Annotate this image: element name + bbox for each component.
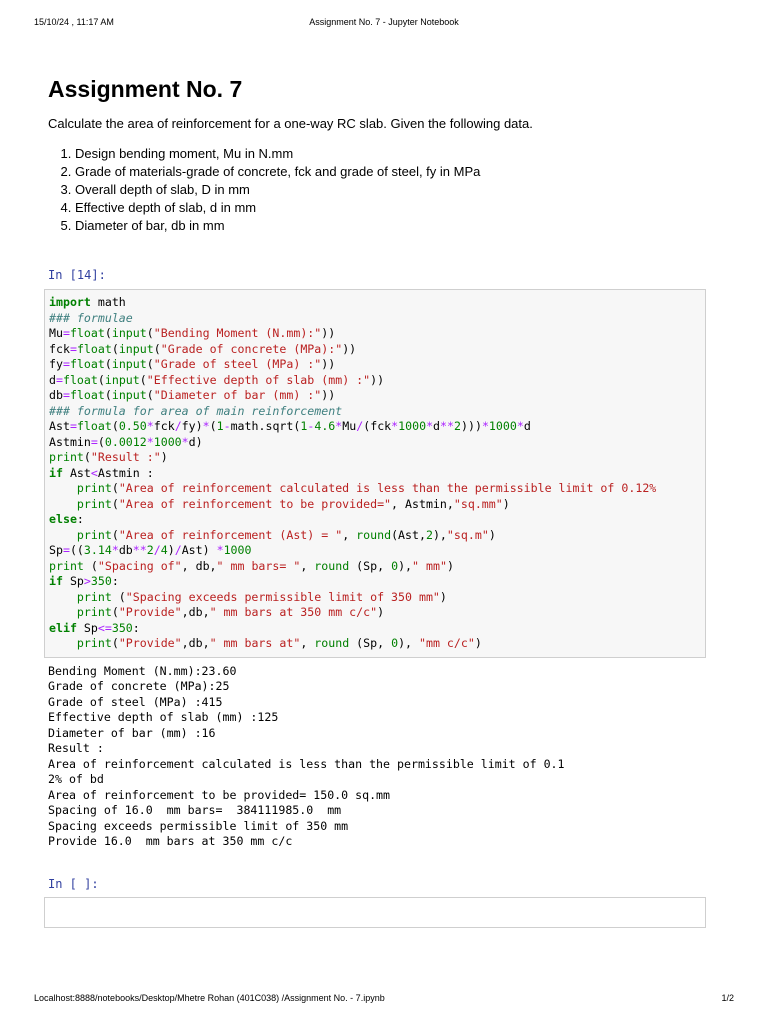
code-token: float [62,372,98,387]
code-token: 2 [454,419,461,433]
code-token: , [342,527,357,542]
code-token: : [76,512,84,526]
code-token: = [62,326,70,340]
code-token: ### formula for area of main reinforcement [49,403,343,418]
code-line [49,466,701,482]
code-token: Sp [62,574,84,588]
code-token: * [391,419,399,433]
code-token: "Area of reinforcement (Ast) = " [118,527,343,542]
code-token: ) [446,558,454,573]
code-token: "sq.m" [446,527,489,542]
requirement-item: 5. Diameter of bar, db in mm [75,217,706,235]
print-datetime: 15/10/24 , 11:17 AM [34,17,114,27]
output-line: Area of reinforcement calculated is less than the permissible limit of 0.1 [48,756,565,771]
code-token: 4 [160,543,168,557]
code-token: ( [104,388,112,402]
code-token: (( [69,543,84,557]
code-token: ( [111,419,119,433]
code-token: fck [153,419,175,433]
code-token: ( [139,372,147,387]
requirement-item: 4. Effective depth of slab, d in mm [75,199,706,217]
code-token: ( [111,527,119,542]
code-token: print [76,496,112,511]
code-token: * [481,419,489,433]
code-line [49,590,701,606]
code-token: float [69,326,105,340]
code-token: ( [83,450,91,464]
code-token: Sp [76,620,98,635]
code-token: / [174,419,182,433]
code-token: * [202,419,210,433]
code-line [49,559,701,575]
code-token: " mm bars at 350 mm c/c" [209,605,378,619]
code-token: * [335,419,343,433]
code-token: ) [474,636,482,650]
code-token: ( [146,388,154,402]
cell-output [48,664,706,850]
output-line: 2% of bd [48,772,104,786]
code-token: )) [342,341,357,356]
code-token: ( [111,341,119,356]
code-token: Ast) [181,543,217,557]
code-token: ** [132,543,147,557]
requirement-item: 1. Design bending moment, Mu in N.mm [75,145,706,163]
output-line: Effective depth of slab (mm) :125 [48,710,279,724]
code-token: db [49,388,63,402]
code-token: * [111,543,119,557]
code-token: float [76,341,112,356]
code-token: ( [111,496,119,511]
code-token: fy [49,357,63,371]
code-token [49,497,77,511]
code-token: Mu [49,326,63,340]
code-token: "Grade of concrete (MPa):" [160,341,343,356]
code-token: "Spacing of" [97,558,182,573]
code-token: math [90,295,126,309]
code-token: * [181,434,189,449]
code-token: , [300,636,315,650]
code-token: print [49,450,84,464]
code-token: d [49,372,56,387]
code-token: ** [440,419,454,433]
code-line [49,295,701,311]
code-token: db [118,543,133,557]
code-token: Astmin : [97,465,154,480]
print-header [34,17,734,31]
empty-code-cell[interactable] [44,897,706,928]
code-token: d [523,419,531,433]
code-token: 1000 [488,419,517,433]
code-token: round [314,636,350,650]
code-token: ) [377,605,385,619]
code-token: "mm c/c" [419,636,475,650]
code-token: )) [321,326,336,340]
code-token: d [433,419,441,433]
assignment-heading: Assignment No. 7 [48,76,243,102]
requirements-list [75,145,706,235]
output-text [48,664,706,850]
code-token: 0 [391,558,399,573]
code-line [49,574,701,590]
code-token: ))) [460,419,482,433]
code-token: ) [167,543,175,557]
code-token: 1000 [153,434,182,449]
code-token: )) [370,372,385,387]
code-line [49,357,701,373]
code-token: "sq.mm" [453,496,503,511]
code-token [49,590,77,604]
code-token: , Astmin, [391,496,454,511]
code-token: Ast [62,465,91,480]
code-token: Astmin [49,434,91,449]
code-token: = [69,341,77,356]
code-token: - [307,419,315,433]
code-token: 1 [216,419,224,433]
code-token [49,481,77,495]
code-token: (Ast, [391,527,426,542]
code-token: ), [398,558,413,573]
code-token: ( [111,481,119,495]
code-token: Mu [342,419,357,433]
code-token: input [111,388,147,402]
code-token: " mm bars= " [216,558,301,573]
code-token: ), [432,527,447,542]
code-token: 3.14 [83,543,112,557]
code-token: "Spacing exceeds permissible limit of 350 mm" [125,589,440,604]
code-token: elif [49,620,77,635]
output-line: Grade of steel (MPa) :415 [48,694,223,709]
code-token: math.sqrt( [230,419,301,433]
code-token: ) [160,450,168,464]
code-token: "Diameter of bar (mm) :" [153,388,322,402]
code-token: print [49,558,84,573]
code-token: 350 [111,620,133,635]
code-line [49,404,701,420]
code-token: print [76,481,112,495]
code-token: : [132,620,140,635]
code-token: ,db, [181,636,210,650]
requirement-item: 2. Grade of materials-grade of concrete, fck and grade of steel, fy in MPa [75,163,706,181]
code-token: : [111,574,119,588]
code-token: ( [111,605,119,619]
code-token: Sp [49,543,63,557]
code-token: * [146,434,154,449]
code-token: > [83,574,91,588]
output-line: Bending Moment (N.mm):23.60 [48,663,237,678]
code-token: input [118,341,154,356]
code-token: else [49,512,77,526]
code-token: "Area of reinforcement to be provided=" [118,496,392,511]
code-token: * [146,419,154,433]
code-token: float [76,419,112,433]
code-token: "Grade of steel (MPa) :" [153,357,322,371]
code-token: ( [209,419,217,433]
code-token: - [223,419,231,433]
code-token: print [76,636,112,650]
code-token: ( [111,636,119,650]
code-token: )) [321,388,336,402]
code-token: ) [439,589,447,604]
code-token: ( [111,589,126,604]
code-line [49,388,701,404]
code-token: ( [104,326,112,340]
code-token: ### formulae [49,310,133,325]
code-token: * [516,419,524,433]
code-token: = [62,388,70,402]
code-token [49,636,77,650]
code-token [49,528,77,542]
code-token: input [104,372,140,387]
code-token: "Provide" [118,605,182,619]
code-token: ) [502,496,510,511]
print-url: Localhost:8888/notebooks/Desktop/Mhetre Rohan (401C038) /Assignment No. - 7.ipynb [34,993,385,1003]
code-token: fy) [181,419,203,433]
code-line [49,450,701,466]
code-token: / [153,543,161,557]
code-token: , db, [181,558,217,573]
output-line: Diameter of bar (mm) :16 [48,725,216,740]
code-token: = [62,357,70,371]
output-line: Grade of concrete (MPa):25 [48,679,230,693]
code-token: "Result :" [90,450,161,464]
assignment-intro: Calculate the area of reinforcement for a one-way RC slab. Given the following data. [48,116,533,131]
code-token: 0.50 [118,419,147,433]
code-token: if [49,465,63,480]
code-line [49,435,701,451]
code-token: = [62,543,70,557]
code-token: < [90,465,98,480]
output-line: Result : [48,741,104,755]
output-line: Spacing of 16.0 mm bars= 384111985.0 mm [48,803,342,817]
code-token: "Area of reinforcement calculated is less than the permissible limit of 0.12% [118,481,657,495]
code-token: print [76,589,112,604]
code-token: )) [321,357,336,371]
code-token: ( [146,357,154,371]
code-token: "Provide" [118,636,182,650]
code-token: " mm bars at" [209,636,301,650]
code-line [49,419,701,435]
code-token: round [356,527,392,542]
code-line [49,373,701,389]
code-token: print [76,605,112,619]
code-token: * [426,419,434,433]
code-token: d) [188,434,203,449]
code-token: , [300,558,315,573]
code-token: print [76,527,112,542]
code-token: 1000 [223,543,252,557]
code-editor[interactable] [49,295,701,652]
code-line [49,528,701,544]
code-line [49,481,701,497]
code-token: <= [97,620,112,635]
code-line [49,621,701,637]
code-token [49,605,77,619]
cell-prompt-in-14: In [14]: [48,268,106,282]
output-line: Area of reinforcement to be provided= 150.0 sq.mm [48,787,391,802]
code-line [49,636,701,652]
code-token: ( [153,341,161,356]
code-token: fck [49,341,70,356]
code-token: ) [488,527,496,542]
code-line [49,342,701,358]
code-token: ( [83,558,98,573]
code-token: = [55,372,63,387]
code-line [49,326,701,342]
print-footer [34,993,734,1007]
code-token: Ast [49,419,70,433]
code-token: float [69,357,105,371]
code-token: input [111,357,147,371]
output-line: Spacing exceeds permissible limit of 350 mm [48,818,349,833]
code-line [49,311,701,327]
notebook-container [44,70,706,928]
code-token: / [356,419,364,433]
code-token: import [49,295,91,309]
code-token: "Bending Moment (N.mm):" [153,326,322,340]
code-line [49,512,701,528]
requirement-item: 3. Overall depth of slab, D in mm [75,181,706,199]
code-token: float [69,388,105,402]
output-line: Provide 16.0 mm bars at 350 mm c/c [48,834,293,848]
print-page-title: Assignment No. 7 - Jupyter Notebook [309,17,459,27]
code-token: = [69,419,77,433]
code-line [49,605,701,621]
code-token: 2 [146,543,154,557]
code-token: "Effective depth of slab (mm) :" [146,372,371,387]
code-token: ( [97,372,105,387]
code-token: (Sp, [349,558,392,573]
code-token: round [314,558,350,573]
code-token: ( [146,326,154,340]
code-token: ), [398,636,420,650]
code-line [49,497,701,513]
code-token: 350 [90,574,112,588]
code-line [49,543,701,559]
code-token: 4.6 [314,419,336,433]
code-token: 1 [300,419,308,433]
code-cell-input[interactable] [44,289,706,658]
code-token: if [49,574,63,588]
code-token: " mm" [412,558,447,573]
cell-prompt-empty: In [ ]: [48,876,99,891]
code-token: (Sp, [349,636,392,650]
code-token: (fck [363,419,392,433]
code-token: * [216,543,224,557]
code-token: / [174,543,182,557]
code-token: ,db, [181,605,210,619]
code-token: 0 [391,636,399,650]
code-token: input [111,326,147,340]
code-token: ( [104,357,112,371]
code-token: 1000 [398,419,427,433]
code-token: = [90,434,98,449]
code-token: 0.0012 [104,434,147,449]
print-page-number: 1/2 [721,993,734,1003]
code-token: ( [97,434,105,449]
code-token: 2 [425,527,433,542]
